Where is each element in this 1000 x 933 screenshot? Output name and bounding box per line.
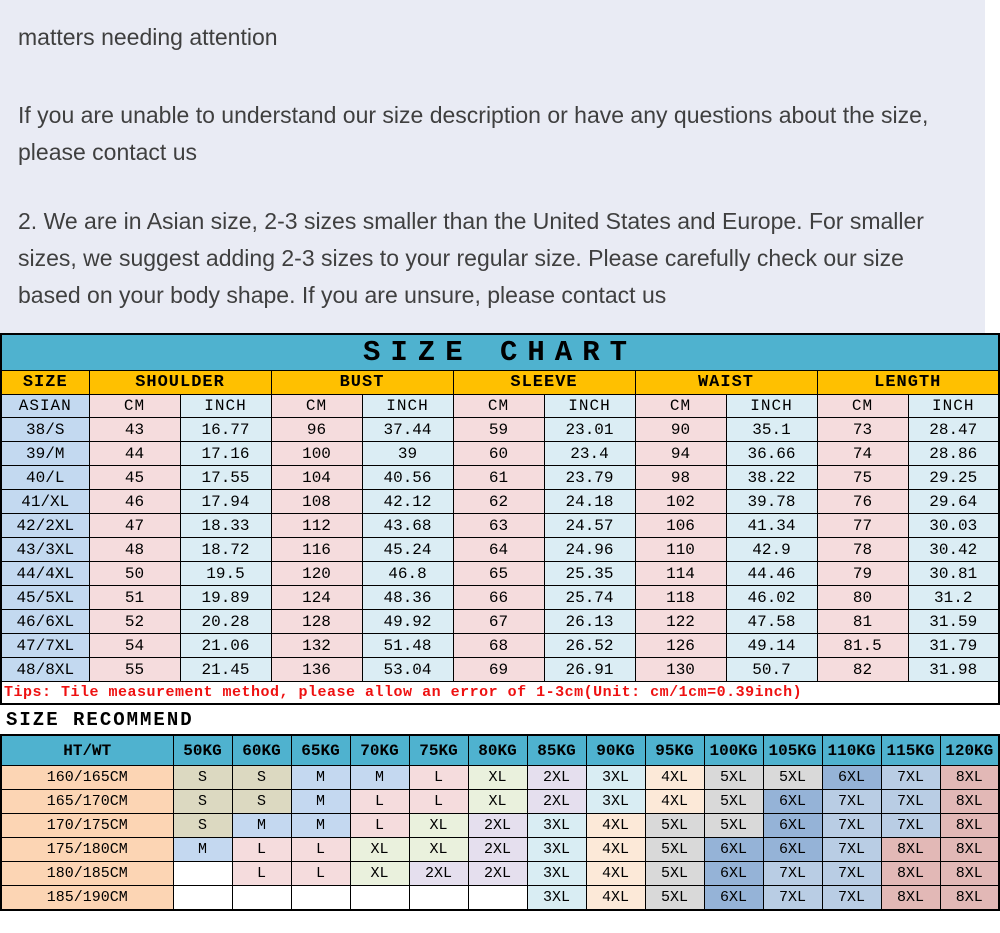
- recommend-row: [1, 862, 999, 886]
- recommend-row: [1, 886, 999, 911]
- measurement-cell: 112: [271, 514, 362, 538]
- recommended-size-cell: [409, 886, 468, 911]
- size-row-label: 47/7XL: [1, 634, 89, 658]
- recommended-size-cell: M: [291, 814, 350, 838]
- size-chart-row: [1, 418, 999, 442]
- measurement-cell: 41.34: [726, 514, 817, 538]
- measurement-cell: 106: [635, 514, 726, 538]
- size-row-label: 40/L: [1, 466, 89, 490]
- unit-header: INCH: [908, 395, 999, 418]
- measurement-cell: 128: [271, 610, 362, 634]
- size-chart-row: [1, 466, 999, 490]
- measurement-cell: 42.12: [362, 490, 453, 514]
- recommended-size-cell: 7XL: [881, 766, 940, 790]
- measurement-cell: 47.58: [726, 610, 817, 634]
- recommended-size-cell: S: [173, 766, 232, 790]
- measurement-cell: 28.86: [908, 442, 999, 466]
- weight-header: 115KG: [881, 735, 940, 766]
- measurement-cell: 75: [817, 466, 908, 490]
- measurement-cell: 38.22: [726, 466, 817, 490]
- recommended-size-cell: 2XL: [468, 862, 527, 886]
- measurement-cell: 98: [635, 466, 726, 490]
- measurement-cell: 26.52: [544, 634, 635, 658]
- measurement-cell: 114: [635, 562, 726, 586]
- measurement-cell: 55: [89, 658, 180, 682]
- section-heading: matters needing attention: [18, 24, 278, 50]
- measurement-cell: 82: [817, 658, 908, 682]
- size-chart-table: [0, 333, 1000, 705]
- unit-header: INCH: [544, 395, 635, 418]
- weight-header: 90KG: [586, 735, 645, 766]
- measurement-cell: 28.47: [908, 418, 999, 442]
- size-row-label: 39/M: [1, 442, 89, 466]
- measurement-cell: 43: [89, 418, 180, 442]
- recommended-size-cell: M: [291, 766, 350, 790]
- height-row-label: 180/185CM: [1, 862, 173, 886]
- unit-header: INCH: [726, 395, 817, 418]
- recommended-size-cell: 3XL: [527, 886, 586, 911]
- measurement-cell: 81.5: [817, 634, 908, 658]
- recommended-size-cell: 8XL: [940, 838, 999, 862]
- measurement-cell: 17.16: [180, 442, 271, 466]
- recommended-size-cell: 5XL: [645, 814, 704, 838]
- recommend-row: [1, 790, 999, 814]
- measurement-cell: 78: [817, 538, 908, 562]
- measurement-cell: 68: [453, 634, 544, 658]
- unit-header: CM: [453, 395, 544, 418]
- measurement-cell: 37.44: [362, 418, 453, 442]
- measurement-cell: 24.57: [544, 514, 635, 538]
- recommended-size-cell: 7XL: [881, 790, 940, 814]
- recommended-size-cell: 5XL: [704, 790, 763, 814]
- column-group-header: SLEEVE: [453, 371, 635, 395]
- weight-header: 105KG: [763, 735, 822, 766]
- measurement-cell: 108: [271, 490, 362, 514]
- recommended-size-cell: 8XL: [881, 886, 940, 911]
- recommended-size-cell: 6XL: [704, 838, 763, 862]
- measurement-cell: 26.91: [544, 658, 635, 682]
- weight-header: HT/WT: [1, 735, 173, 766]
- measurement-cell: 17.94: [180, 490, 271, 514]
- measurement-cell: 79: [817, 562, 908, 586]
- measurement-cell: 35.1: [726, 418, 817, 442]
- recommend-row: [1, 766, 999, 790]
- measurement-cell: 40.56: [362, 466, 453, 490]
- recommended-size-cell: 7XL: [822, 838, 881, 862]
- measurement-cell: 126: [635, 634, 726, 658]
- measurement-cell: 104: [271, 466, 362, 490]
- weight-header: 95KG: [645, 735, 704, 766]
- weight-header: 100KG: [704, 735, 763, 766]
- measurement-cell: 29.25: [908, 466, 999, 490]
- column-group-header: SHOULDER: [89, 371, 271, 395]
- measurement-cell: 24.18: [544, 490, 635, 514]
- size-row-label: 45/5XL: [1, 586, 89, 610]
- measurement-cell: 102: [635, 490, 726, 514]
- recommended-size-cell: XL: [409, 838, 468, 862]
- height-row-label: 170/175CM: [1, 814, 173, 838]
- recommended-size-cell: XL: [350, 838, 409, 862]
- recommended-size-cell: 7XL: [763, 886, 822, 911]
- size-row-label: 48/8XL: [1, 658, 89, 682]
- recommended-size-cell: 6XL: [763, 838, 822, 862]
- measurement-cell: 73: [817, 418, 908, 442]
- recommended-size-cell: 3XL: [527, 862, 586, 886]
- size-row-label: 38/S: [1, 418, 89, 442]
- recommended-size-cell: 8XL: [940, 886, 999, 911]
- recommended-size-cell: S: [232, 766, 291, 790]
- measurement-cell: 110: [635, 538, 726, 562]
- measurement-cell: 46.8: [362, 562, 453, 586]
- size-chart-title-row: [1, 334, 999, 371]
- recommended-size-cell: 4XL: [645, 790, 704, 814]
- measurement-cell: 49.92: [362, 610, 453, 634]
- measurement-cell: 39.78: [726, 490, 817, 514]
- recommended-size-cell: 8XL: [940, 766, 999, 790]
- measurement-cell: 24.96: [544, 538, 635, 562]
- size-row-label: 46/6XL: [1, 610, 89, 634]
- recommended-size-cell: 5XL: [645, 886, 704, 911]
- height-row-label: 160/165CM: [1, 766, 173, 790]
- measurement-cell: 39: [362, 442, 453, 466]
- measurement-cell: 45: [89, 466, 180, 490]
- recommended-size-cell: 7XL: [822, 886, 881, 911]
- recommended-size-cell: XL: [409, 814, 468, 838]
- measurement-cell: 59: [453, 418, 544, 442]
- recommended-size-cell: 7XL: [822, 814, 881, 838]
- size-chart-row: [1, 538, 999, 562]
- note-asian-size: 2. We are in Asian size, 2-3 sizes smaller than the United States and Europe. For smaller sizes, we suggest adding 2-3 sizes to your regular size. Please carefully check our size based on your body shape. If you are unsure, please contact us: [18, 208, 924, 308]
- column-group-header: BUST: [271, 371, 453, 395]
- recommended-size-cell: L: [350, 790, 409, 814]
- weight-header: 60KG: [232, 735, 291, 766]
- recommended-size-cell: S: [173, 790, 232, 814]
- recommended-size-cell: 2XL: [409, 862, 468, 886]
- recommended-size-cell: [232, 886, 291, 911]
- measurement-cell: 43.68: [362, 514, 453, 538]
- measurement-cell: 69: [453, 658, 544, 682]
- recommended-size-cell: 7XL: [881, 814, 940, 838]
- measurement-cell: 30.03: [908, 514, 999, 538]
- recommended-size-cell: 2XL: [527, 766, 586, 790]
- recommended-size-cell: L: [232, 838, 291, 862]
- measurement-cell: 51.48: [362, 634, 453, 658]
- measurement-cell: 52: [89, 610, 180, 634]
- measurement-cell: 120: [271, 562, 362, 586]
- size-chart-row: [1, 442, 999, 466]
- recommended-size-cell: L: [232, 862, 291, 886]
- recommended-size-cell: 5XL: [645, 838, 704, 862]
- measurement-cell: 21.06: [180, 634, 271, 658]
- recommended-size-cell: S: [173, 814, 232, 838]
- size-chart-tips-row: [1, 682, 999, 705]
- size-chart-row: [1, 634, 999, 658]
- column-group-header: SIZE: [1, 371, 89, 395]
- recommended-size-cell: 5XL: [704, 766, 763, 790]
- recommended-size-cell: 7XL: [822, 790, 881, 814]
- size-row-label: 42/2XL: [1, 514, 89, 538]
- measurement-cell: 21.45: [180, 658, 271, 682]
- recommended-size-cell: L: [409, 766, 468, 790]
- recommended-size-cell: 6XL: [704, 862, 763, 886]
- unit-header: INCH: [362, 395, 453, 418]
- measurement-cell: 77: [817, 514, 908, 538]
- recommended-size-cell: 6XL: [822, 766, 881, 790]
- weight-header: 65KG: [291, 735, 350, 766]
- measurement-cell: 66: [453, 586, 544, 610]
- measurement-cell: 31.2: [908, 586, 999, 610]
- measurement-cell: 54: [89, 634, 180, 658]
- recommended-size-cell: 5XL: [763, 766, 822, 790]
- measurement-cell: 81: [817, 610, 908, 634]
- weight-header: 120KG: [940, 735, 999, 766]
- weight-header: 70KG: [350, 735, 409, 766]
- recommended-size-cell: 8XL: [940, 814, 999, 838]
- recommended-size-cell: 6XL: [763, 814, 822, 838]
- height-row-label: 185/190CM: [1, 886, 173, 911]
- recommended-size-cell: [350, 886, 409, 911]
- recommended-size-cell: [173, 886, 232, 911]
- recommended-size-cell: 4XL: [586, 886, 645, 911]
- recommended-size-cell: XL: [350, 862, 409, 886]
- recommended-size-cell: 7XL: [763, 862, 822, 886]
- recommend-header-row: [1, 735, 999, 766]
- size-chart-row: [1, 490, 999, 514]
- measurement-cell: 18.72: [180, 538, 271, 562]
- column-group-header: WAIST: [635, 371, 817, 395]
- measurement-cell: 130: [635, 658, 726, 682]
- recommended-size-cell: 4XL: [645, 766, 704, 790]
- size-chart-row: [1, 658, 999, 682]
- recommend-row: [1, 838, 999, 862]
- measurement-cell: 42.9: [726, 538, 817, 562]
- measurement-cell: 44.46: [726, 562, 817, 586]
- recommended-size-cell: 2XL: [527, 790, 586, 814]
- recommended-size-cell: M: [291, 790, 350, 814]
- recommended-size-cell: 7XL: [822, 862, 881, 886]
- measurement-cell: 36.66: [726, 442, 817, 466]
- unit-header: CM: [817, 395, 908, 418]
- recommended-size-cell: 5XL: [645, 862, 704, 886]
- recommended-size-cell: 8XL: [940, 790, 999, 814]
- recommended-size-cell: L: [291, 862, 350, 886]
- measurement-cell: 19.89: [180, 586, 271, 610]
- measurement-cell: 51: [89, 586, 180, 610]
- recommended-size-cell: 2XL: [468, 814, 527, 838]
- recommended-size-cell: L: [291, 838, 350, 862]
- measurement-cell: 124: [271, 586, 362, 610]
- weight-header: 80KG: [468, 735, 527, 766]
- size-chart-row: [1, 586, 999, 610]
- measurement-cell: 60: [453, 442, 544, 466]
- recommended-size-cell: XL: [468, 766, 527, 790]
- size-chart-title: SIZE CHART: [1, 334, 999, 371]
- measurement-cell: 80: [817, 586, 908, 610]
- measurement-cell: 31.79: [908, 634, 999, 658]
- measurement-cell: 26.13: [544, 610, 635, 634]
- measurement-cell: 20.28: [180, 610, 271, 634]
- measurement-cell: 46.02: [726, 586, 817, 610]
- measurement-cell: 96: [271, 418, 362, 442]
- unit-header: ASIAN: [1, 395, 89, 418]
- measurement-cell: 17.55: [180, 466, 271, 490]
- measurement-cell: 90: [635, 418, 726, 442]
- recommended-size-cell: 6XL: [704, 886, 763, 911]
- column-group-header: LENGTH: [817, 371, 999, 395]
- measurement-cell: 31.98: [908, 658, 999, 682]
- recommended-size-cell: 4XL: [586, 862, 645, 886]
- recommended-size-cell: [468, 886, 527, 911]
- size-row-label: 41/XL: [1, 490, 89, 514]
- measurement-cell: 25.35: [544, 562, 635, 586]
- measurement-cell: 23.01: [544, 418, 635, 442]
- size-recommend-table: [0, 734, 1000, 911]
- recommended-size-cell: 8XL: [940, 862, 999, 886]
- recommended-size-cell: 3XL: [527, 838, 586, 862]
- size-chart-subheader-row: [1, 395, 999, 418]
- measurement-cell: 48: [89, 538, 180, 562]
- measurement-cell: 63: [453, 514, 544, 538]
- recommended-size-cell: M: [232, 814, 291, 838]
- measurement-cell: 23.4: [544, 442, 635, 466]
- height-row-label: 165/170CM: [1, 790, 173, 814]
- size-chart-group-header-row: [1, 371, 999, 395]
- measurement-cell: 48.36: [362, 586, 453, 610]
- weight-header: 110KG: [822, 735, 881, 766]
- measurement-cell: 30.81: [908, 562, 999, 586]
- size-recommend-heading: SIZE RECOMMEND: [6, 709, 194, 731]
- height-row-label: 175/180CM: [1, 838, 173, 862]
- recommended-size-cell: 5XL: [704, 814, 763, 838]
- tips-note: Tips: Tile measurement method, please allow an error of 1-3cm(Unit: cm/1cm=0.39inch): [1, 682, 999, 705]
- measurement-cell: 62: [453, 490, 544, 514]
- measurement-cell: 94: [635, 442, 726, 466]
- recommended-size-cell: 6XL: [763, 790, 822, 814]
- recommended-size-cell: XL: [468, 790, 527, 814]
- measurement-cell: 53.04: [362, 658, 453, 682]
- recommended-size-cell: 2XL: [468, 838, 527, 862]
- weight-header: 85KG: [527, 735, 586, 766]
- size-chart-row: [1, 562, 999, 586]
- measurement-cell: 74: [817, 442, 908, 466]
- measurement-cell: 132: [271, 634, 362, 658]
- notes-section: [0, 0, 985, 333]
- recommended-size-cell: 4XL: [586, 838, 645, 862]
- measurement-cell: 30.42: [908, 538, 999, 562]
- measurement-cell: 23.79: [544, 466, 635, 490]
- recommended-size-cell: 8XL: [881, 862, 940, 886]
- measurement-cell: 64: [453, 538, 544, 562]
- unit-header: CM: [89, 395, 180, 418]
- size-chart-row: [1, 514, 999, 538]
- measurement-cell: 118: [635, 586, 726, 610]
- recommended-size-cell: 3XL: [527, 814, 586, 838]
- measurement-cell: 136: [271, 658, 362, 682]
- recommended-size-cell: 8XL: [881, 838, 940, 862]
- measurement-cell: 50: [89, 562, 180, 586]
- measurement-cell: 29.64: [908, 490, 999, 514]
- measurement-cell: 44: [89, 442, 180, 466]
- unit-header: INCH: [180, 395, 271, 418]
- recommended-size-cell: [173, 862, 232, 886]
- recommended-size-cell: S: [232, 790, 291, 814]
- weight-header: 50KG: [173, 735, 232, 766]
- measurement-cell: 67: [453, 610, 544, 634]
- note-contact-us: If you are unable to understand our size description or have any questions about the size, please contact us: [18, 102, 929, 165]
- measurement-cell: 122: [635, 610, 726, 634]
- recommended-size-cell: 3XL: [586, 790, 645, 814]
- measurement-cell: 49.14: [726, 634, 817, 658]
- recommended-size-cell: L: [409, 790, 468, 814]
- measurement-cell: 76: [817, 490, 908, 514]
- measurement-cell: 61: [453, 466, 544, 490]
- recommended-size-cell: L: [350, 814, 409, 838]
- measurement-cell: 31.59: [908, 610, 999, 634]
- measurement-cell: 46: [89, 490, 180, 514]
- recommended-size-cell: 4XL: [586, 814, 645, 838]
- measurement-cell: 65: [453, 562, 544, 586]
- measurement-cell: 25.74: [544, 586, 635, 610]
- measurement-cell: 100: [271, 442, 362, 466]
- measurement-cell: 50.7: [726, 658, 817, 682]
- recommended-size-cell: [291, 886, 350, 911]
- recommend-row: [1, 814, 999, 838]
- measurement-cell: 47: [89, 514, 180, 538]
- unit-header: CM: [635, 395, 726, 418]
- measurement-cell: 45.24: [362, 538, 453, 562]
- size-row-label: 44/4XL: [1, 562, 89, 586]
- recommended-size-cell: 3XL: [586, 766, 645, 790]
- unit-header: CM: [271, 395, 362, 418]
- recommended-size-cell: M: [173, 838, 232, 862]
- measurement-cell: 18.33: [180, 514, 271, 538]
- measurement-cell: 116: [271, 538, 362, 562]
- weight-header: 75KG: [409, 735, 468, 766]
- size-chart-row: [1, 610, 999, 634]
- measurement-cell: 16.77: [180, 418, 271, 442]
- size-row-label: 43/3XL: [1, 538, 89, 562]
- measurement-cell: 19.5: [180, 562, 271, 586]
- recommended-size-cell: M: [350, 766, 409, 790]
